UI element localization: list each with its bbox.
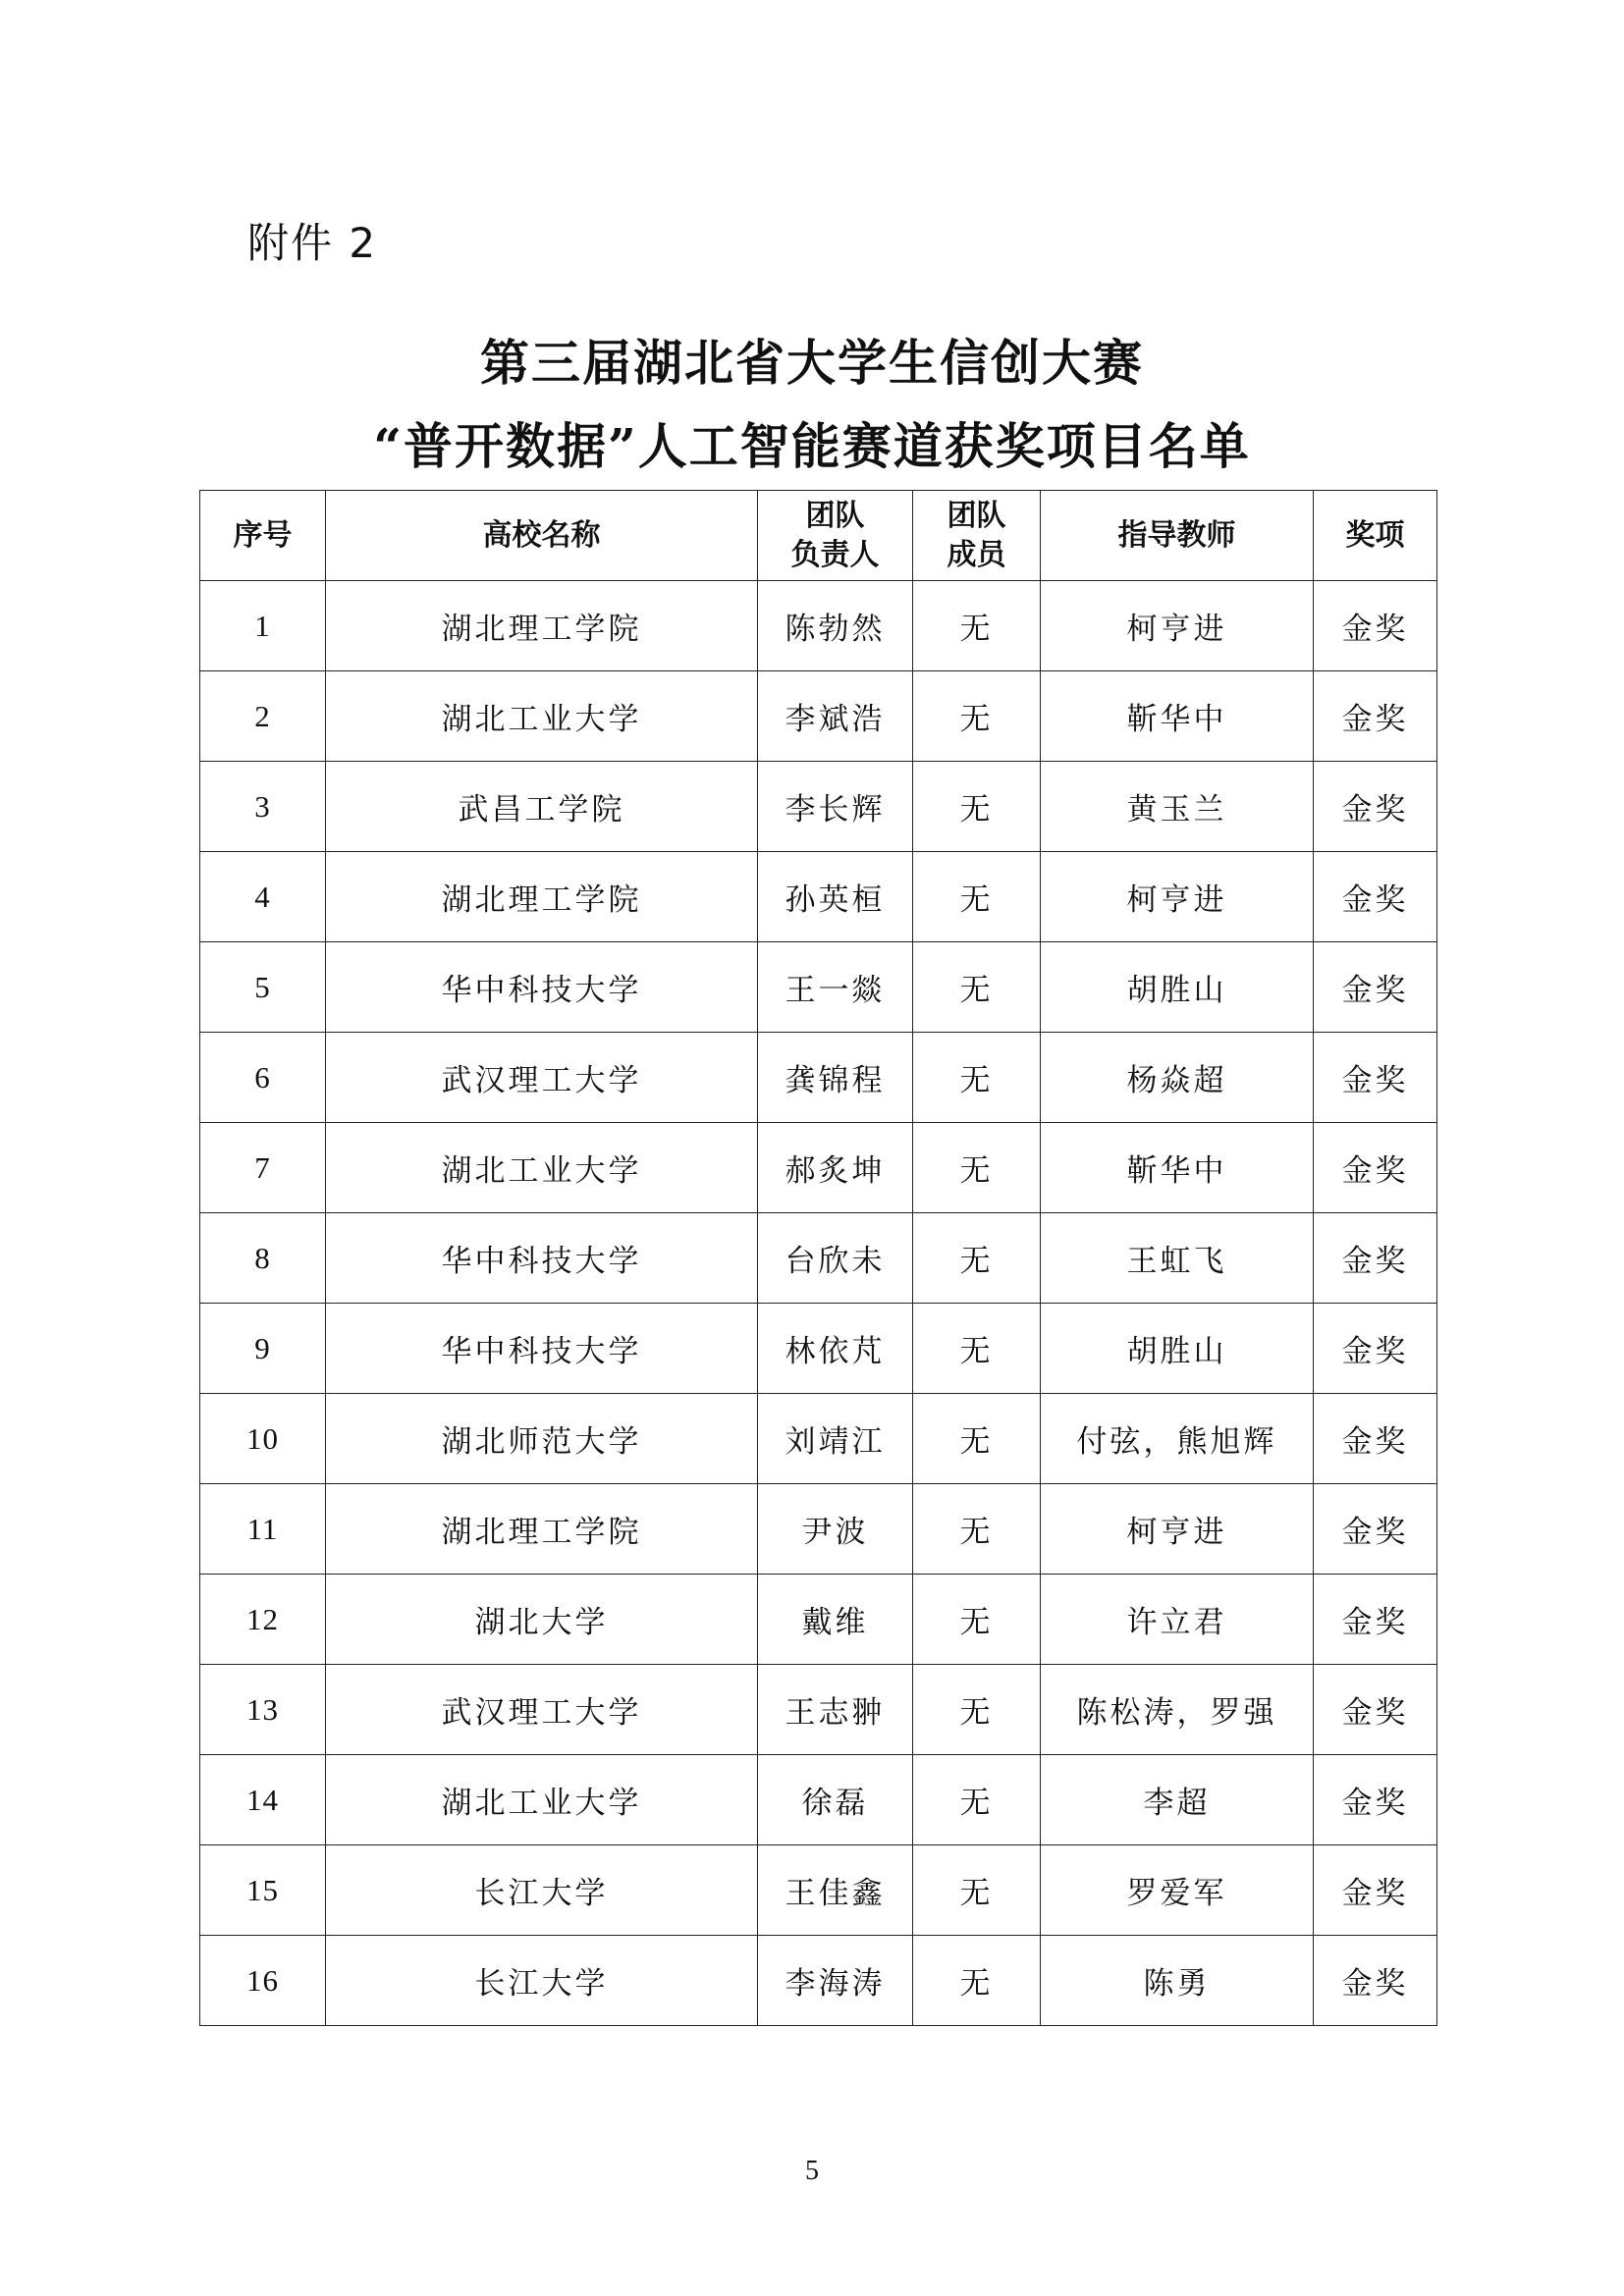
header-school: 高校名称 bbox=[326, 491, 758, 581]
table-row bbox=[200, 762, 1437, 852]
cell-advisor: 罗爱军 bbox=[1041, 1845, 1314, 1936]
header-advisor: 指导教师 bbox=[1041, 491, 1314, 581]
cell-school: 华中科技大学 bbox=[326, 1304, 758, 1394]
cell-team-members: 无 bbox=[913, 1213, 1041, 1304]
cell-award: 金奖 bbox=[1314, 671, 1437, 762]
table-row bbox=[200, 581, 1437, 671]
cell-award: 金奖 bbox=[1314, 1755, 1437, 1845]
cell-award: 金奖 bbox=[1314, 942, 1437, 1033]
cell-award: 金奖 bbox=[1314, 1936, 1437, 2026]
cell-school: 湖北大学 bbox=[326, 1575, 758, 1665]
cell-team-members: 无 bbox=[913, 942, 1041, 1033]
cell-index: 14 bbox=[200, 1755, 326, 1845]
cell-index: 6 bbox=[200, 1033, 326, 1123]
cell-advisor: 柯亨进 bbox=[1041, 581, 1314, 671]
cell-team-members: 无 bbox=[913, 1755, 1041, 1845]
cell-index: 7 bbox=[200, 1123, 326, 1213]
table-row bbox=[200, 942, 1437, 1033]
cell-index: 9 bbox=[200, 1304, 326, 1394]
cell-team-leader: 李斌浩 bbox=[758, 671, 913, 762]
table-row bbox=[200, 1213, 1437, 1304]
cell-index: 1 bbox=[200, 581, 326, 671]
cell-advisor: 靳华中 bbox=[1041, 1123, 1314, 1213]
cell-team-members: 无 bbox=[913, 1484, 1041, 1575]
cell-index: 5 bbox=[200, 942, 326, 1033]
cell-school: 武昌工学院 bbox=[326, 762, 758, 852]
cell-team-leader: 刘靖江 bbox=[758, 1394, 913, 1484]
cell-team-leader: 李海涛 bbox=[758, 1936, 913, 2026]
table-row bbox=[200, 1755, 1437, 1845]
cell-team-leader: 孙英桓 bbox=[758, 852, 913, 942]
cell-team-leader: 徐磊 bbox=[758, 1755, 913, 1845]
cell-advisor: 王虹飞 bbox=[1041, 1213, 1314, 1304]
cell-advisor: 黄玉兰 bbox=[1041, 762, 1314, 852]
cell-award: 金奖 bbox=[1314, 1213, 1437, 1304]
cell-school: 湖北工业大学 bbox=[326, 1755, 758, 1845]
cell-index: 2 bbox=[200, 671, 326, 762]
cell-school: 武汉理工大学 bbox=[326, 1033, 758, 1123]
header-team-leader: 团队 负责人 bbox=[758, 491, 913, 581]
header-team-members: 团队 成员 bbox=[913, 491, 1041, 581]
cell-team-leader: 王一燚 bbox=[758, 942, 913, 1033]
cell-advisor: 付弦，熊旭辉 bbox=[1041, 1394, 1314, 1484]
cell-team-members: 无 bbox=[913, 581, 1041, 671]
cell-award: 金奖 bbox=[1314, 1033, 1437, 1123]
table-row bbox=[200, 1936, 1437, 2026]
cell-team-members: 无 bbox=[913, 671, 1041, 762]
header-index: 序号 bbox=[200, 491, 326, 581]
cell-team-leader: 尹波 bbox=[758, 1484, 913, 1575]
table-header-row bbox=[200, 491, 1437, 581]
cell-team-leader: 李长辉 bbox=[758, 762, 913, 852]
cell-advisor: 靳华中 bbox=[1041, 671, 1314, 762]
cell-index: 12 bbox=[200, 1575, 326, 1665]
cell-school: 湖北工业大学 bbox=[326, 671, 758, 762]
cell-award: 金奖 bbox=[1314, 1665, 1437, 1755]
cell-team-leader: 王志翀 bbox=[758, 1665, 913, 1755]
cell-team-members: 无 bbox=[913, 1665, 1041, 1755]
cell-index: 10 bbox=[200, 1394, 326, 1484]
cell-award: 金奖 bbox=[1314, 1845, 1437, 1936]
cell-advisor: 陈松涛，罗强 bbox=[1041, 1665, 1314, 1755]
table-row bbox=[200, 1123, 1437, 1213]
cell-index: 3 bbox=[200, 762, 326, 852]
cell-index: 11 bbox=[200, 1484, 326, 1575]
cell-school: 湖北理工学院 bbox=[326, 1484, 758, 1575]
cell-team-leader: 龚锦程 bbox=[758, 1033, 913, 1123]
cell-advisor: 胡胜山 bbox=[1041, 942, 1314, 1033]
cell-advisor: 许立君 bbox=[1041, 1575, 1314, 1665]
cell-team-members: 无 bbox=[913, 762, 1041, 852]
cell-school: 长江大学 bbox=[326, 1936, 758, 2026]
cell-advisor: 李超 bbox=[1041, 1755, 1314, 1845]
cell-award: 金奖 bbox=[1314, 1394, 1437, 1484]
cell-award: 金奖 bbox=[1314, 852, 1437, 942]
cell-advisor: 陈勇 bbox=[1041, 1936, 1314, 2026]
cell-award: 金奖 bbox=[1314, 581, 1437, 671]
table-row bbox=[200, 1033, 1437, 1123]
cell-team-leader: 王佳鑫 bbox=[758, 1845, 913, 1936]
table-row bbox=[200, 1845, 1437, 1936]
cell-advisor: 杨焱超 bbox=[1041, 1033, 1314, 1123]
cell-school: 华中科技大学 bbox=[326, 1213, 758, 1304]
cell-index: 15 bbox=[200, 1845, 326, 1936]
cell-award: 金奖 bbox=[1314, 1575, 1437, 1665]
document-title-line1: 第三届湖北省大学生信创大赛 bbox=[480, 334, 1144, 392]
table-row bbox=[200, 1304, 1437, 1394]
attachment-label: 附件 2 bbox=[247, 219, 378, 267]
cell-school: 湖北师范大学 bbox=[326, 1394, 758, 1484]
cell-school: 华中科技大学 bbox=[326, 942, 758, 1033]
cell-index: 4 bbox=[200, 852, 326, 942]
cell-award: 金奖 bbox=[1314, 1304, 1437, 1394]
award-table bbox=[199, 490, 1437, 2026]
cell-advisor: 柯亨进 bbox=[1041, 852, 1314, 942]
table-row bbox=[200, 852, 1437, 942]
table-row bbox=[200, 1665, 1437, 1755]
cell-index: 13 bbox=[200, 1665, 326, 1755]
header-award: 奖项 bbox=[1314, 491, 1437, 581]
cell-team-members: 无 bbox=[913, 1033, 1041, 1123]
cell-team-members: 无 bbox=[913, 1845, 1041, 1936]
cell-team-members: 无 bbox=[913, 1123, 1041, 1213]
cell-award: 金奖 bbox=[1314, 762, 1437, 852]
cell-school: 武汉理工大学 bbox=[326, 1665, 758, 1755]
cell-team-members: 无 bbox=[913, 852, 1041, 942]
cell-award: 金奖 bbox=[1314, 1484, 1437, 1575]
cell-index: 8 bbox=[200, 1213, 326, 1304]
cell-school: 长江大学 bbox=[326, 1845, 758, 1936]
table-row bbox=[200, 1484, 1437, 1575]
cell-team-leader: 郝炙坤 bbox=[758, 1123, 913, 1213]
cell-school: 湖北理工学院 bbox=[326, 581, 758, 671]
cell-team-members: 无 bbox=[913, 1575, 1041, 1665]
cell-index: 16 bbox=[200, 1936, 326, 2026]
table-row bbox=[200, 1575, 1437, 1665]
cell-team-members: 无 bbox=[913, 1304, 1041, 1394]
table-row bbox=[200, 1394, 1437, 1484]
cell-team-members: 无 bbox=[913, 1394, 1041, 1484]
cell-school: 湖北工业大学 bbox=[326, 1123, 758, 1213]
cell-award: 金奖 bbox=[1314, 1123, 1437, 1213]
cell-team-leader: 林依芃 bbox=[758, 1304, 913, 1394]
cell-advisor: 柯亨进 bbox=[1041, 1484, 1314, 1575]
cell-team-leader: 陈勃然 bbox=[758, 581, 913, 671]
cell-team-leader: 台欣未 bbox=[758, 1213, 913, 1304]
cell-team-leader: 戴维 bbox=[758, 1575, 913, 1665]
document-title-line2: “普开数据”人工智能赛道获奖项目名单 bbox=[373, 417, 1251, 475]
page-number: 5 bbox=[805, 2156, 819, 2186]
table-row bbox=[200, 671, 1437, 762]
cell-school: 湖北理工学院 bbox=[326, 852, 758, 942]
cell-team-members: 无 bbox=[913, 1936, 1041, 2026]
cell-advisor: 胡胜山 bbox=[1041, 1304, 1314, 1394]
